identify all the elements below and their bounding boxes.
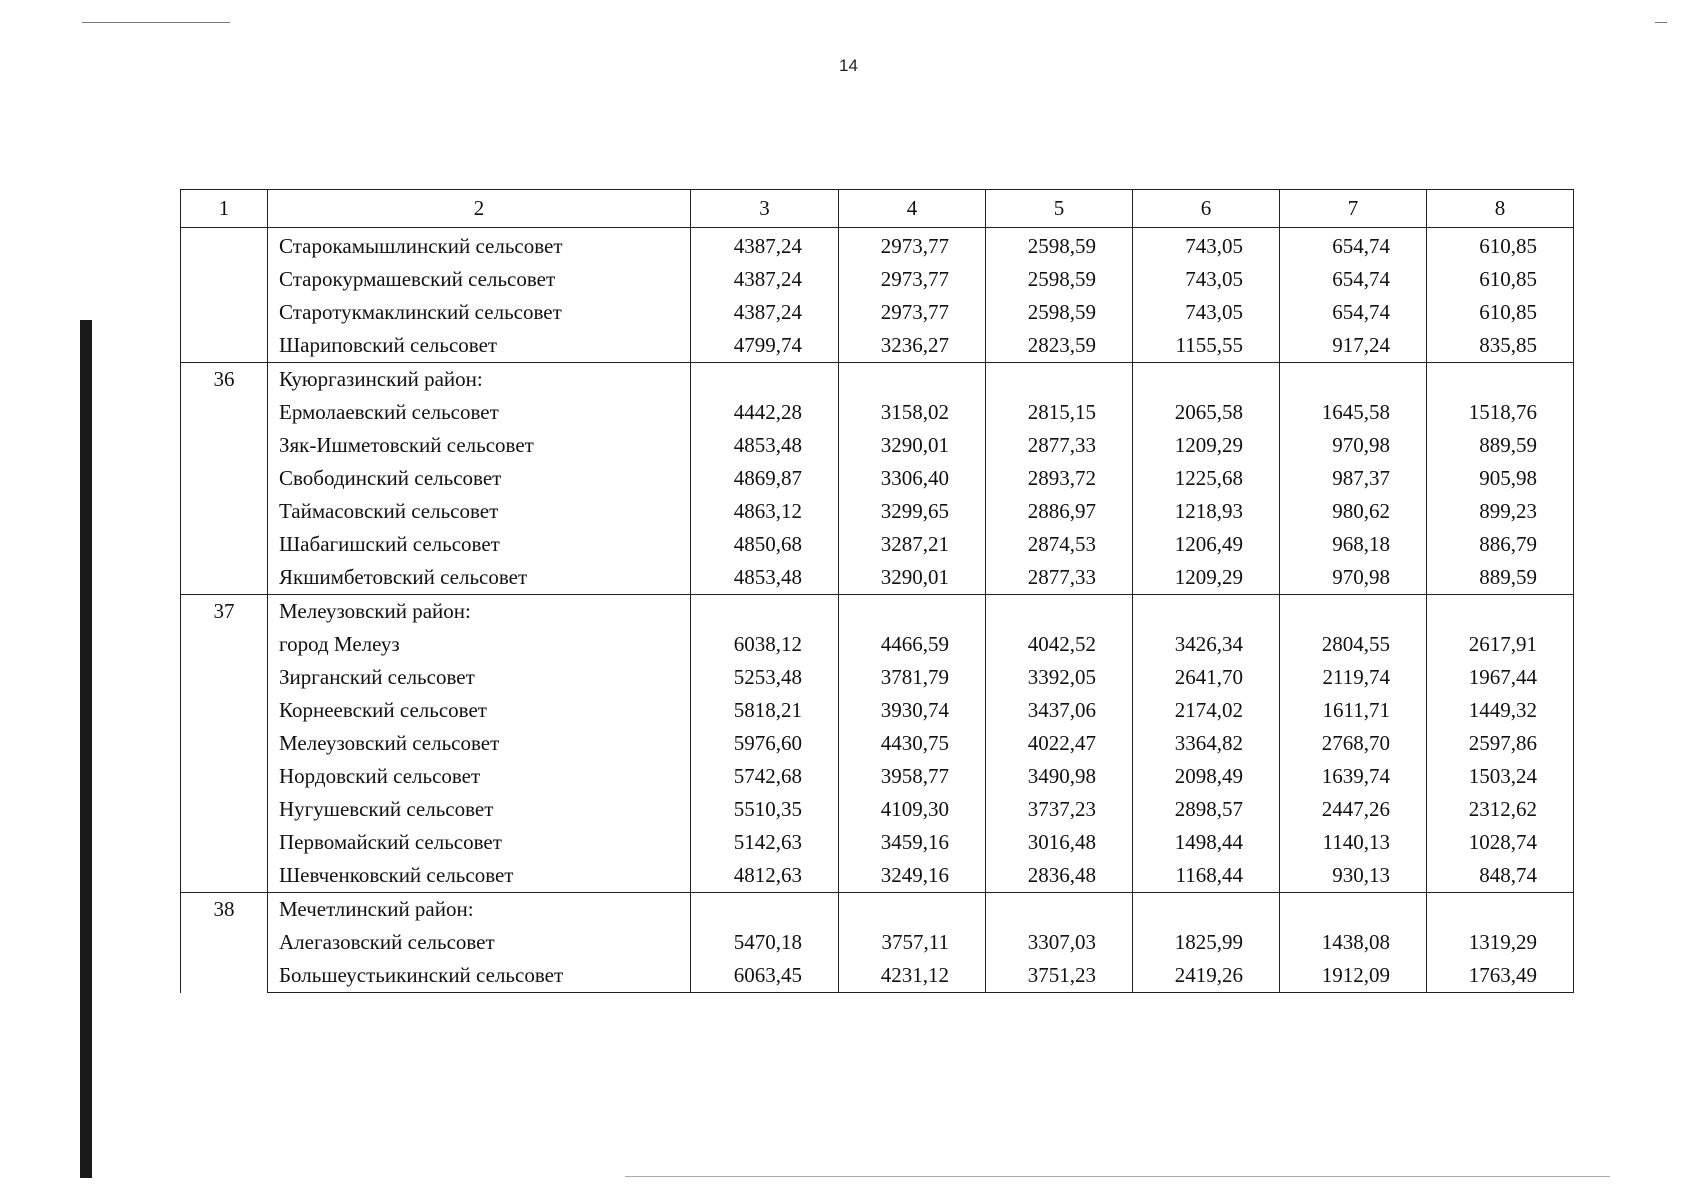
value-cell-col7: 2804,55 — [1280, 628, 1427, 661]
territory-name-cell: Зяк-Ишметовский сельсовет — [268, 429, 691, 462]
table-row — [181, 296, 1574, 329]
value-cell-col7 — [1280, 595, 1427, 629]
territory-name-cell: Старокурмашевский сельсовет — [268, 263, 691, 296]
value-cell-col6: 3426,34 — [1133, 628, 1280, 661]
value-cell-col8: 899,23 — [1427, 495, 1574, 528]
value-cell-col5: 3437,06 — [986, 694, 1133, 727]
header-cell: 3 — [691, 190, 839, 228]
rates-table — [180, 189, 1574, 993]
value-cell-col6: 1206,49 — [1133, 528, 1280, 561]
value-cell-col7: 917,24 — [1280, 329, 1427, 363]
value-cell-col5: 3392,05 — [986, 661, 1133, 694]
territory-name-cell: Якшимбетовский сельсовет — [268, 561, 691, 595]
value-cell-col5: 2886,97 — [986, 495, 1133, 528]
value-cell-col5 — [986, 595, 1133, 629]
table-row — [181, 727, 1574, 760]
value-cell-col6: 1825,99 — [1133, 926, 1280, 959]
value-cell-col5: 2877,33 — [986, 561, 1133, 595]
value-cell-col8: 889,59 — [1427, 561, 1574, 595]
value-cell-col7: 987,37 — [1280, 462, 1427, 495]
territory-name-cell: Первомайский сельсовет — [268, 826, 691, 859]
territory-name-cell: Зирганский сельсовет — [268, 661, 691, 694]
scan-artifact-left-bar — [80, 320, 92, 1178]
value-cell-col3 — [691, 595, 839, 629]
value-cell-col4: 3781,79 — [839, 661, 986, 694]
value-cell-col3: 5470,18 — [691, 926, 839, 959]
value-cell-col8: 905,98 — [1427, 462, 1574, 495]
territory-name-cell: Ермолаевский сельсовет — [268, 396, 691, 429]
value-cell-col6: 743,05 — [1133, 296, 1280, 329]
value-cell-col7: 1438,08 — [1280, 926, 1427, 959]
value-cell-col7: 654,74 — [1280, 296, 1427, 329]
value-cell-col3: 4799,74 — [691, 329, 839, 363]
value-cell-col4: 4466,59 — [839, 628, 986, 661]
value-cell-col5: 4042,52 — [986, 628, 1133, 661]
value-cell-col8 — [1427, 893, 1574, 927]
value-cell-col5: 2815,15 — [986, 396, 1133, 429]
value-cell-col6: 2898,57 — [1133, 793, 1280, 826]
row-number-cell — [181, 228, 268, 363]
header-cell: 2 — [268, 190, 691, 228]
value-cell-col4: 3290,01 — [839, 429, 986, 462]
value-cell-col5 — [986, 893, 1133, 927]
value-cell-col4: 4109,30 — [839, 793, 986, 826]
header-cell: 4 — [839, 190, 986, 228]
value-cell-col5: 3016,48 — [986, 826, 1133, 859]
value-cell-col4: 3236,27 — [839, 329, 986, 363]
value-cell-col5: 4022,47 — [986, 727, 1133, 760]
value-cell-col4: 4231,12 — [839, 959, 986, 993]
value-cell-col3: 4850,68 — [691, 528, 839, 561]
territory-name-cell: Мелеузовский сельсовет — [268, 727, 691, 760]
territory-name-cell: Мелеузовский район: — [268, 595, 691, 629]
value-cell-col7 — [1280, 893, 1427, 927]
value-cell-col6 — [1133, 893, 1280, 927]
table-row — [181, 760, 1574, 793]
value-cell-col3: 5976,60 — [691, 727, 839, 760]
row-number-cell: 38 — [181, 893, 268, 993]
territory-name-cell: Шабагишский сельсовет — [268, 528, 691, 561]
table-row — [181, 893, 1574, 927]
value-cell-col8: 889,59 — [1427, 429, 1574, 462]
value-cell-col4 — [839, 893, 986, 927]
table-row — [181, 595, 1574, 629]
value-cell-col6: 1209,29 — [1133, 429, 1280, 462]
table-row — [181, 826, 1574, 859]
value-cell-col3: 4442,28 — [691, 396, 839, 429]
table-body — [181, 228, 1574, 993]
table-row — [181, 329, 1574, 363]
value-cell-col7: 1912,09 — [1280, 959, 1427, 993]
value-cell-col8: 848,74 — [1427, 859, 1574, 893]
row-number-cell: 36 — [181, 363, 268, 595]
table-header — [181, 190, 1574, 228]
table-row — [181, 528, 1574, 561]
table-row — [181, 694, 1574, 727]
value-cell-col4: 4430,75 — [839, 727, 986, 760]
value-cell-col7: 968,18 — [1280, 528, 1427, 561]
table-row — [181, 793, 1574, 826]
value-cell-col8: 886,79 — [1427, 528, 1574, 561]
territory-name-cell: Свободинский сельсовет — [268, 462, 691, 495]
value-cell-col6: 2174,02 — [1133, 694, 1280, 727]
value-cell-col5: 2598,59 — [986, 228, 1133, 264]
value-cell-col7: 654,74 — [1280, 228, 1427, 264]
territory-name-cell: Алегазовский сельсовет — [268, 926, 691, 959]
value-cell-col8: 2312,62 — [1427, 793, 1574, 826]
value-cell-col4: 3299,65 — [839, 495, 986, 528]
value-cell-col6 — [1133, 595, 1280, 629]
table-row — [181, 495, 1574, 528]
page-number: 14 — [839, 56, 858, 75]
value-cell-col7: 2447,26 — [1280, 793, 1427, 826]
value-cell-col7: 970,98 — [1280, 429, 1427, 462]
value-cell-col6: 2419,26 — [1133, 959, 1280, 993]
value-cell-col3: 4387,24 — [691, 263, 839, 296]
value-cell-col3: 5818,21 — [691, 694, 839, 727]
value-cell-col5: 2877,33 — [986, 429, 1133, 462]
header-cell: 8 — [1427, 190, 1574, 228]
value-cell-col5: 2836,48 — [986, 859, 1133, 893]
territory-name-cell: Мечетлинский район: — [268, 893, 691, 927]
value-cell-col8: 835,85 — [1427, 329, 1574, 363]
value-cell-col5: 2893,72 — [986, 462, 1133, 495]
value-cell-col8: 1967,44 — [1427, 661, 1574, 694]
value-cell-col5: 3307,03 — [986, 926, 1133, 959]
territory-name-cell: город Мелеуз — [268, 628, 691, 661]
table-row — [181, 959, 1574, 993]
value-cell-col4: 3958,77 — [839, 760, 986, 793]
value-cell-col6: 2641,70 — [1133, 661, 1280, 694]
value-cell-col8: 1028,74 — [1427, 826, 1574, 859]
value-cell-col7: 930,13 — [1280, 859, 1427, 893]
table-row — [181, 228, 1574, 264]
territory-name-cell: Шариповский сельсовет — [268, 329, 691, 363]
territory-name-cell: Старокамышлинский сельсовет — [268, 228, 691, 264]
territory-name-cell: Нордовский сельсовет — [268, 760, 691, 793]
value-cell-col6: 2098,49 — [1133, 760, 1280, 793]
table-row — [181, 396, 1574, 429]
value-cell-col8 — [1427, 363, 1574, 397]
table-row — [181, 926, 1574, 959]
table-row — [181, 561, 1574, 595]
value-cell-col3: 5510,35 — [691, 793, 839, 826]
value-cell-col8: 1319,29 — [1427, 926, 1574, 959]
value-cell-col8: 1503,24 — [1427, 760, 1574, 793]
value-cell-col7: 1611,71 — [1280, 694, 1427, 727]
value-cell-col8 — [1427, 595, 1574, 629]
value-cell-col3 — [691, 363, 839, 397]
table-row — [181, 661, 1574, 694]
value-cell-col4: 2973,77 — [839, 263, 986, 296]
value-cell-col3: 5253,48 — [691, 661, 839, 694]
territory-name-cell: Большеустьикинский сельсовет — [268, 959, 691, 993]
value-cell-col7: 980,62 — [1280, 495, 1427, 528]
territory-name-cell: Шевченковский сельсовет — [268, 859, 691, 893]
value-cell-col6: 743,05 — [1133, 228, 1280, 264]
scan-artifact-top-line — [82, 22, 230, 23]
header-cell: 7 — [1280, 190, 1427, 228]
value-cell-col6 — [1133, 363, 1280, 397]
value-cell-col7: 654,74 — [1280, 263, 1427, 296]
value-cell-col8: 1449,32 — [1427, 694, 1574, 727]
value-cell-col4 — [839, 595, 986, 629]
value-cell-col8: 1763,49 — [1427, 959, 1574, 993]
territory-name-cell: Куюргазинский район: — [268, 363, 691, 397]
row-number-cell: 37 — [181, 595, 268, 893]
territory-name-cell: Старотукмаклинский сельсовет — [268, 296, 691, 329]
value-cell-col4 — [839, 363, 986, 397]
value-cell-col6: 1168,44 — [1133, 859, 1280, 893]
header-row — [181, 190, 1574, 228]
value-cell-col7: 970,98 — [1280, 561, 1427, 595]
table-row — [181, 263, 1574, 296]
value-cell-col4: 3757,11 — [839, 926, 986, 959]
value-cell-col3: 4387,24 — [691, 228, 839, 264]
value-cell-col6: 743,05 — [1133, 263, 1280, 296]
value-cell-col3: 6063,45 — [691, 959, 839, 993]
value-cell-col5: 3751,23 — [986, 959, 1133, 993]
value-cell-col5: 2874,53 — [986, 528, 1133, 561]
value-cell-col3: 4853,48 — [691, 429, 839, 462]
value-cell-col7 — [1280, 363, 1427, 397]
value-cell-col4: 3158,02 — [839, 396, 986, 429]
value-cell-col7: 2768,70 — [1280, 727, 1427, 760]
table-row — [181, 363, 1574, 397]
territory-name-cell: Таймасовский сельсовет — [268, 495, 691, 528]
value-cell-col4: 2973,77 — [839, 296, 986, 329]
value-cell-col3 — [691, 893, 839, 927]
scan-artifact-top-right-line — [1655, 22, 1667, 23]
value-cell-col6: 1225,68 — [1133, 462, 1280, 495]
value-cell-col7: 1639,74 — [1280, 760, 1427, 793]
value-cell-col8: 610,85 — [1427, 228, 1574, 264]
table-row — [181, 462, 1574, 495]
value-cell-col3: 4863,12 — [691, 495, 839, 528]
value-cell-col8: 610,85 — [1427, 296, 1574, 329]
value-cell-col8: 1518,76 — [1427, 396, 1574, 429]
value-cell-col5 — [986, 363, 1133, 397]
value-cell-col6: 2065,58 — [1133, 396, 1280, 429]
territory-name-cell: Нугушевский сельсовет — [268, 793, 691, 826]
value-cell-col3: 5742,68 — [691, 760, 839, 793]
value-cell-col6: 1498,44 — [1133, 826, 1280, 859]
value-cell-col6: 1209,29 — [1133, 561, 1280, 595]
value-cell-col8: 2597,86 — [1427, 727, 1574, 760]
value-cell-col5: 2598,59 — [986, 263, 1133, 296]
value-cell-col7: 2119,74 — [1280, 661, 1427, 694]
value-cell-col3: 4869,87 — [691, 462, 839, 495]
value-cell-col3: 6038,12 — [691, 628, 839, 661]
value-cell-col4: 2973,77 — [839, 228, 986, 264]
value-cell-col3: 4812,63 — [691, 859, 839, 893]
table-row — [181, 859, 1574, 893]
value-cell-col5: 2598,59 — [986, 296, 1133, 329]
value-cell-col4: 3290,01 — [839, 561, 986, 595]
value-cell-col3: 4853,48 — [691, 561, 839, 595]
value-cell-col3: 4387,24 — [691, 296, 839, 329]
scan-artifact-bottom-line — [625, 1176, 1610, 1177]
value-cell-col6: 3364,82 — [1133, 727, 1280, 760]
value-cell-col6: 1155,55 — [1133, 329, 1280, 363]
value-cell-col4: 3287,21 — [839, 528, 986, 561]
value-cell-col4: 3930,74 — [839, 694, 986, 727]
value-cell-col4: 3249,16 — [839, 859, 986, 893]
value-cell-col4: 3306,40 — [839, 462, 986, 495]
value-cell-col5: 2823,59 — [986, 329, 1133, 363]
header-cell: 6 — [1133, 190, 1280, 228]
header-cell: 1 — [181, 190, 268, 228]
table-row — [181, 429, 1574, 462]
value-cell-col8: 610,85 — [1427, 263, 1574, 296]
value-cell-col7: 1140,13 — [1280, 826, 1427, 859]
value-cell-col5: 3490,98 — [986, 760, 1133, 793]
value-cell-col8: 2617,91 — [1427, 628, 1574, 661]
value-cell-col3: 5142,63 — [691, 826, 839, 859]
table-row — [181, 628, 1574, 661]
value-cell-col6: 1218,93 — [1133, 495, 1280, 528]
header-cell: 5 — [986, 190, 1133, 228]
value-cell-col4: 3459,16 — [839, 826, 986, 859]
value-cell-col5: 3737,23 — [986, 793, 1133, 826]
territory-name-cell: Корнеевский сельсовет — [268, 694, 691, 727]
value-cell-col7: 1645,58 — [1280, 396, 1427, 429]
